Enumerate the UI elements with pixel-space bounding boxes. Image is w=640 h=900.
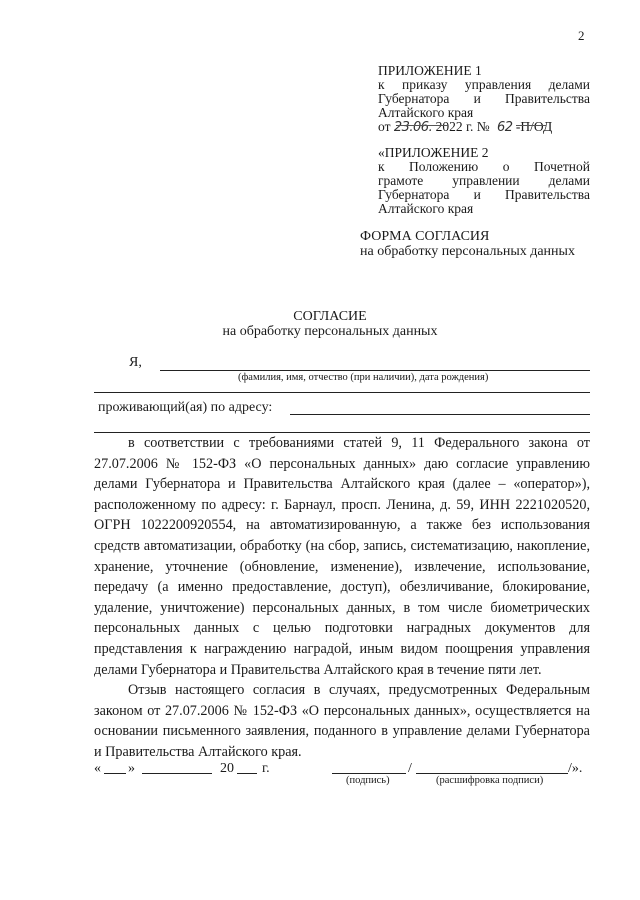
form-heading (360, 229, 575, 259)
appendix-2-line2: грамоте управлении делами (378, 173, 590, 188)
signature-decode-hint: (расшифровка подписи) (436, 775, 544, 786)
year-prefix: 20 (220, 761, 234, 776)
date-underline (396, 125, 448, 126)
signature-end: /». (568, 761, 583, 776)
body-paragraph-1: в соответствии с требованиями статей 9, 11 Федерального закона от 27.07.2006 № 152-ФЗ «О персональных данных» даю согласие управлению делами Губернатора и Правительства Алтайского края (далее – «оператор»), расположенному по адресу: г. Барнаул, просп. Ленина, д. 59, ИНН 2221020520, ОГРН 1022200920554, на автоматизированную, а также без использования средств автоматизации, обработку (на сбор, запись, систематизацию, накопление, хранение, уточнение (обновление, изменение), извлечение, использование, передачу (а именно предоставление, доступ), обезличивание, блокирование, удаление, уничтожение) персональных данных, в том числе биометрических персональных данных с целью подготовки наградных документов для представления к награждению наградой, иным видом поощрения управления делами Губернатора и Правительства Алтайского края в течение пяти лет. (94, 435, 590, 678)
handwritten-date: 23.06. (393, 120, 433, 135)
date-open-quote: « (94, 761, 101, 776)
signature-hint: (подпись) (346, 775, 390, 786)
appendix-2-line4: Алтайского края (378, 201, 474, 216)
appendix-2-line3: Губернатора и Правительства (378, 187, 590, 202)
date-year: 2022 г. № (435, 119, 490, 134)
number-underline (516, 125, 546, 126)
appendix-1-line2: Губернатора и Правительства (378, 91, 590, 106)
consent-subtitle: на обработку персональных данных (222, 324, 438, 339)
consent-title: СОГЛАСИЕ (293, 309, 367, 324)
consent-body (94, 433, 590, 763)
address-field-line[interactable] (290, 414, 590, 415)
appendix-2-title: «ПРИЛОЖЕНИЕ 2 (378, 145, 489, 160)
date-close-quote: » (128, 761, 135, 776)
date-prefix: от (378, 119, 391, 134)
name-field-line[interactable] (160, 370, 590, 371)
appendix-2-block (378, 146, 590, 216)
signature-blank[interactable] (332, 773, 406, 774)
address-label: проживающий(ая) по адресу: (98, 400, 273, 415)
form-heading-title: ФОРМА СОГЛАСИЯ (360, 229, 490, 244)
day-blank[interactable] (104, 773, 126, 774)
appendix-2-line1: к Положению о Почетной (378, 159, 590, 174)
handwritten-number: 62 (497, 120, 513, 135)
name-field-hint: (фамилия, имя, отчество (при наличии), дата рождения) (238, 372, 489, 383)
body-paragraph-2: Отзыв настоящего согласия в случаях, предусмотренных Федеральным законом от 27.07.2006 № 152-ФЗ «О персональных данных», осуществляется на основании письменного заявления, поданного в управление делами Губернатора и Правительства Алтайского края. (94, 682, 590, 760)
appendix-1-date-line (378, 120, 590, 135)
signature-slash: / (408, 761, 412, 776)
appendix-1-title: ПРИЛОЖЕНИЕ 1 (378, 63, 482, 78)
name-continuation-line[interactable] (94, 392, 590, 393)
number-suffix: -П/ОД (515, 119, 553, 134)
year-suffix: г. (262, 761, 270, 776)
i-label: Я, (129, 355, 142, 370)
appendix-1-line1: к приказу управления делами (378, 77, 590, 92)
page-number: 2 (578, 28, 585, 43)
appendix-1-line3: Алтайского края (378, 105, 474, 120)
month-blank[interactable] (142, 773, 212, 774)
form-heading-subtitle: на обработку персональных данных (360, 244, 575, 259)
signature-decode-blank[interactable] (416, 773, 568, 774)
year-blank[interactable] (237, 773, 257, 774)
